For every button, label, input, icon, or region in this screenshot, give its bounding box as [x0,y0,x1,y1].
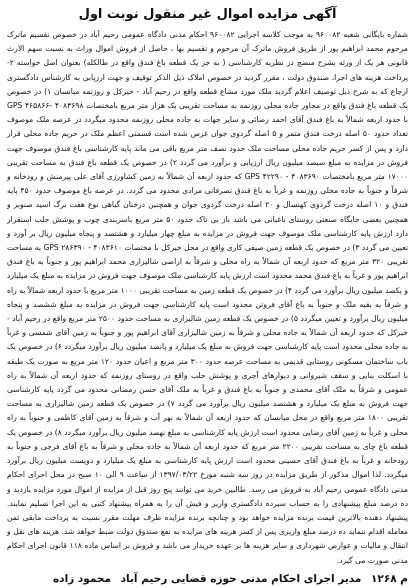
notice-code: م ۱۲۶۸ [371,572,408,585]
signatory-role: مدیر اجرای احکام مدنی حوزه قضایی رحیم آباد [120,572,362,585]
notice-body: شماره بایگانی شعبه ۹۶۰۰۸۲ به موجب کلاسه اجرایی ۹۶۰۰۸۲ احکام مدنی دادگاه عمومی رحیم آباد در خصوص تقسیم ماترک مرحوم محمد ابراهیم پور از طریق فروش ماترک آن مرحوم و تقسیم بها ، حاصل از فروش اموال وراث به نسبت سهم الارث قانونی هر یک از ورثه بشرح منضج در نظریه کارشناسی ( به جز یک قطعه باغ فندق واقع در طالکله) بعنوان اصل خواسته ۲- پرداخت هزینه های اجرا، صندوق دولت ، مقرر گردید در خصوص املاک ذیل الذکر توقیف و جهت ارزیابی به کارشناس دادگستری ارجاع که به شرح ذیل توصیف اعلام گردید ملک مورد مشاع قطعه واقع در رحیم آباد - خیرکل و روزنمه میانسان ۱) در خصوص یک قطعه باغ فندق واقع در مجاور جاده محلی روزنمه به مساحت تقریبی یک هزار متر مربع بامختصات GPS ۴۶۵۸۶۶- ۴۰۸۳۶۹۸ با حدود اربعه شمالاً به باغ فندق آقای احمد رضائی و سایر جهات به جاده محلی روزنمه محدود میگردد در عرصه ملک موصوف تعداد حدود ۵۰ اصله درخت فندق متمر و ۵ اصله گردوی جوان غرس شده است قسمتی اعظم ملک در حریم جاده محلی قرار دارد و پس از کسر حریم جاده محلی مساحت ملک حدود نصف متر مربع باقی می ماند پایه کارشناسی باغ فندق موصوف جهت فروش در مزایده به مبلغ سیصد میلیون ریال ارزیابی و برآورد می گردد ۲) در خصوص یک قطعه باغ فندق به مساحت تقریبی ۱۷۰۰۰ متر مربع بامختصات GPS ۴۲۲۹۰ - ۴۰۸۳۶۹۰ که حدود اربعه آن شمالاً به زمین کشاورزی آقای علی پیرمنش و رودخانه و شرقاً و جنوباً به جاده محلی روزنمه و غرباً به باغ فندق تصرفاتی مرادی محدود می گردد. در عرصه باغ موصوف حدود ۴۵۰ پایه فندق و ۱۰ اصله درخت گردوی کهنسال و ۲۰ اصله درخت گردوی جوان و همچنین درختان گیاهی نوع هفت برگ اسید صنوبر و همچنین بعضی جایگاه صنعتی روستای باغبانی می باشد باز بی تاک حدود ۵۰ متر مربع باسربندی چوب و پوشش حلب استقرار دارد ارزش پایه کارشناسی ملک موصوف جهت فروش در مزایده به مبلغ چهار میلیارد و هشتصد و پنجاه میلیون ریال بر آورد و تعیین می گردد ۳) در خصوص یک قطعه زمین صیفی کاری واقع در محل خیرکل با مختصات GPS ۲۸۶۳۹۰ - ۴۰۸۳۶۱۰ به مساحت تقریبی ۳۲۰ متر مربع که حدود اربعه آن شمالاً به راه محلی و شرقاً به اراضی شالیزاری محمد ابراهیم پور و جنوباً به باغ فندق ابراهیم پور و غرباً به باغ فندق محمد محدود است ارزش پایه کارشناسی ملک موصوف جهت فروش در مزایده به مبلغ یک میلیارد و یکصد میلیون ریال برآورد می گردد ۴) در خصوص یک قطعه زمین به مساحت تقریبی ۱۰۰۰ متر مربع با حدود اربعه شمالاً به راه و شرقاً به بقیه ملک و جنوباً به باغ آقای فروتن محدود است پایه کارشناسی جهت فروش در مزایده به مبلغ ششصد و پنجاه میلیون ریال برآورد و تعیین میگردد ۵) در خصوص یک قطعه زمین شالیزاری به مساحت حدود ۲۵۰۰ متر مربع واقع در رحیم آباد - خیرکل که حدود اربعه آن شمالاً به جاده محلی و شرقاً به زمین شالیزاری آقای ابراهیم پور و جنوباً به زمین آقای شمسی و غرباً به جاده محلی محدود است پایه کارشناسی جهت فروش به مبلغ یک میلیارد و پانصد میلیون ریال برآورد میگردد ۶) در خصوص یک باب ساختمان مسکونی روستایی قدیمی به مساحت عرصه حدود ۳۰۰ متر مربع و اعیان حدود ۱۲۰ متر مربع به صورت یک طبقه با اسکلت بنایی و سقف شیروانی و دیوارهای آجری و پوشش حلب واقع در روستای روزنمه که حدود اربعه آن شمالاً به راه عمومی و شرقاً به ملک آقای محمدی و جنوباً به باغ فندق و غرباً به ملک آقای حسن رمضانی محدود می گردد پایه کارشناسی جهت فروش به مبلغ یک میلیارد و هشتصد میلیون ریال برآورد می گردد ۷) در خصوص یک قطعه زمین شالیزاری به مساحت تقریبی ۱۸۰۰ متر مربع واقع در محل میانسان که حدود اربعه آن شمالاً به نهر آب و شرقاً به زمین آقای کاظمی و جنوباً به راه محلی و غرباً به زمین آقای رضایی محدود است ارزش پایه کارشناسی به مبلغ نهصد میلیون ریال برآورد میگردد ۸) در خصوص یک قطعه باغ چای به مساحت تقریبی ۲۲۰۰ متر مربع که حدود اربعه آن شمالاً به جاده محلی و شرقاً به باغ آقای فرجی و جنوباً به رودخانه و غرباً به باغ فندق آقای حسینی محدود است ارزش پایه کارشناسی به مبلغ یک میلیارد و دویست میلیون ریال برآورد میگردد. لذا اموال مذکور از طریق مزایده در روز سه شنبه مورخ ۱۳۹۷/۰۳/۲۲ از ساعت ۹ الی ۱۰ صبح در محل اجرای احکام مدنی دادگاه عمومی رحیم آباد به فروش می رسد. طالبین خرید می توانند پنج روز قبل از مزایده از اموال مورد مزایده بازدید و ده درصد مبلغ پیشنهادی را به حساب سپرده دادگستری واریز و فیش آن را به همراه پیشنهاد کتبی به این اجرا تسلیم نمایند. پیشنهاد دهنده بالاترین قیمت برنده مزایده خواهد بود و چنانچه برنده مزایده ظرف مهلت مقرر نسبت به پرداخت مابقی ثمن معامله اقدام ننماید ده درصد مبلغ واریزی پس از کسر هزینه های مزایده به نفع صندوق دولت ضبط خواهد شد. هزینه های نقل و انتقال و مالیات و عوارض شهرداری و سایر هزینه ها بر عهده خریدار می باشد و فروش بر اساس ماده ۱۱۸ قانون اجرای احکام مدنی صورت می گیرد. [7,30,409,565]
notice-footer [7,571,408,587]
signatory-name: محمود زاده [52,572,111,585]
notice-title: آگهی مزایده اموال غیر منقول نوبت اول [78,7,337,22]
